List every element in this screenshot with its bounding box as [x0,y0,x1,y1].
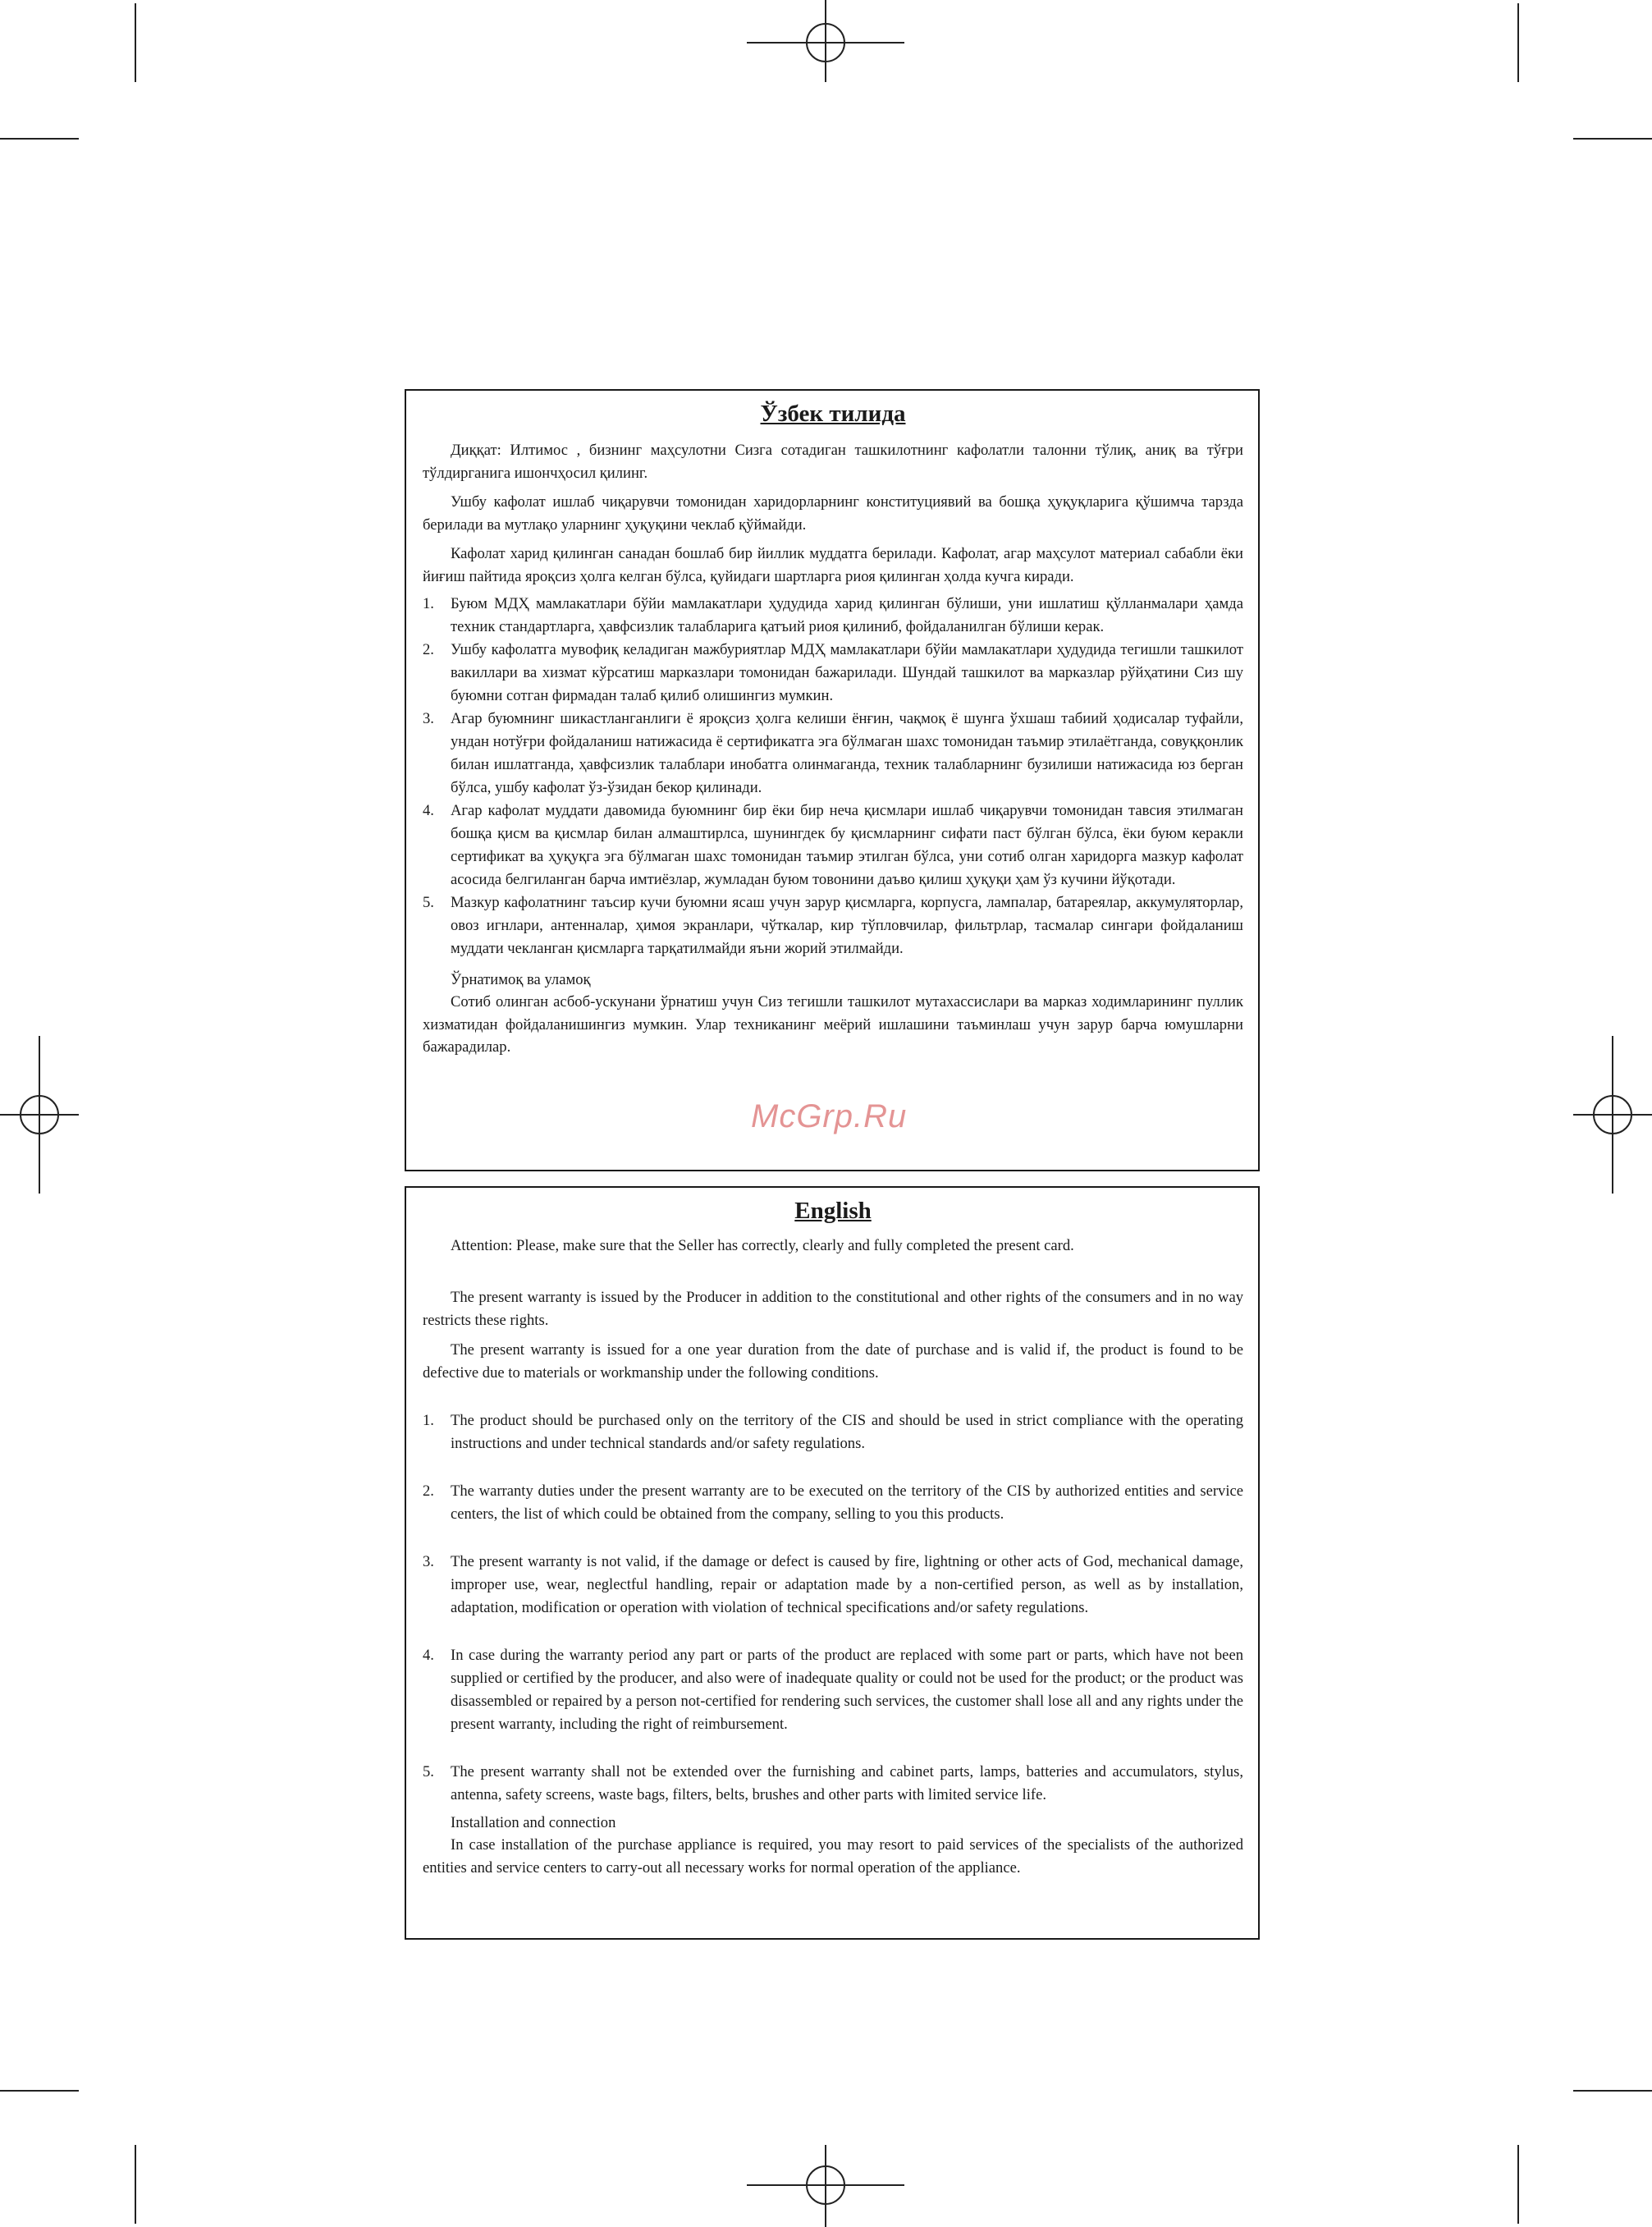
english-paragraph-duration: The present warranty is issued for a one year duration from the date of purchase and is valid if, the product is found to be defective due to materials or workmanship under the following conditions. [423,1341,1243,1382]
watermark: McGrp.Ru [751,1098,908,1134]
uzbek-paragraph-rights: Ушбу кафолат ишлаб чиқарувчи томонидан харидорларнинг конституциявий ва бошқа ҳуқуқларига қўшимча тарзда берилади ва мутлақо уларнинг ҳуқуқини чеклаб қўймайди. [423,493,1243,534]
english-installation-title: Installation and connection [451,1814,616,1831]
list-item [423,708,1243,800]
registration-mark-bottom [806,2165,845,2205]
item-number: 5. [423,894,434,911]
item-text: Буюм МДҲ мамлакатлари бўйи мамлакатлари ҳудудида харид қилинган бўлиши, уни ишлатиш қўлланмалари ҳамда техник стандартларга, ҳавфсизлик талабларига қатъий риоя қилиниб, фойдаланилган бўлиши керак. [451,595,1243,635]
uzbek-title: Ўзбек тилида [760,401,906,427]
item-text: Ушбу кафолатга мувофиқ келадиган мажбуриятлар МДҲ мамлакатлари бўйи мамлакатлари ҳудудида тегишли ташкилот вакиллари ва хизмат кўрсатиш марказлари томонидан бажарилади. Шундай ташкилот ва марказлар рўйҳатини Сиз шу буюмни сотган фирмадан талаб қилиб олишингиз мумкин. [451,641,1243,704]
item-number: 1. [423,1412,434,1429]
english-paragraph-attention: Attention: Please, make sure that the Seller has correctly, clearly and fully completed the present card. [451,1237,1074,1254]
english-warranty-section [405,1186,1260,1940]
english-paragraph-rights: The present warranty is issued by the Producer in addition to the constitutional and other rights of the consumers and in no way restricts these rights. [423,1289,1243,1329]
list-item [423,800,1243,891]
crop-mark [1517,3,1519,82]
item-number: 3. [423,1553,434,1570]
list-item [423,1644,1243,1736]
uzbek-installation-text: Сотиб олинган асбоб-ускунани ўрнатиш учун Сиз тегишли ташкилот мутахассислари ва марказ ходимларининг пуллик хизматидан фойдаланишингиз мумкин. Улар техниканинг меёрий ишлашини таъминлаш учун зарур барча юмушларни бажарадилар. [423,993,1243,1056]
item-text: Мазкур кафолатнинг таъсир кучи буюмни ясаш учун зарур қисмларга, корпусга, лампалар, батареялар, аккумуляторлар, овоз игнлари, антенналар, ҳимоя экранлари, чўткалар, кир тўпловчилар, фильтрлар, тасмалар сингари фойдаланиш муддати чекланган қисмларга тарқатилмайди яъни жорий этилмайди. [451,894,1243,957]
item-text: The present warranty shall not be extended over the furnishing and cabinet parts, lamps, batteries and accumulators, stylus, antenna, safety screens, waste bags, filters, belts, brushes and other parts with limited service life. [451,1763,1243,1803]
registration-mark-left [20,1095,59,1134]
item-text: Агар кафолат муддати давомида буюмнинг бир ёки бир неча қисмлари ишлаб чиқарувчи томонидан тавсия этилмаган бошқа қисм ва қисмлар билан алмаштирлса, шунингдек бу қисмларнинг сифати паст бўлган бўлса, ёки буюм керакли сертификат ва ҳуқуқга эга бўлмаган шахс томонидан таъмир этилган бўлса, уни сотиб олган харидорга мазкур кафолат асосида белгиланган барча имтиёзлар, жумладан буюм товонини даъво қилиш ҳуқуқи ҳам ўз кучини йўқотади. [451,802,1243,888]
english-installation-text: In case installation of the purchase appliance is required, you may resort to paid services of the specialists of the authorized entities and service centers to carry-out all necessary works for normal operation of the appliance. [423,1836,1243,1876]
crop-mark [0,2090,79,2092]
crop-mark [135,3,136,82]
crop-mark [1573,2090,1652,2092]
item-number: 3. [423,710,434,727]
uzbek-warranty-section [405,389,1260,1171]
list-item [423,1551,1243,1620]
list-item [423,1761,1243,1807]
crop-mark [0,138,79,140]
list-item [423,1409,1243,1455]
item-text: The warranty duties under the present warranty are to be executed on the territory of the CIS by authorized entities and service centers, the list of which could be obtained from the company, selling to you this products. [451,1482,1243,1523]
list-item [423,593,1243,639]
list-item [423,891,1243,960]
item-number: 1. [423,595,434,612]
uzbek-paragraph-duration: Кафолат харид қилинган санадан бошлаб бир йиллик муддатга берилади. Кафолат, агар маҳсулот материал сабабли ёки йиғиш пайтида яроқсиз ҳолга келган бўлса, қуйидаги шартларга риоя қилинган ҳолда кучга киради. [423,545,1243,585]
item-number: 2. [423,641,434,658]
item-number: 2. [423,1482,434,1500]
item-number: 4. [423,1647,434,1664]
item-text: In case during the warranty period any part or parts of the product are replaced with some part or parts, which have not been supplied or certified by the producer, and also were of inadequate quality or could not be used for the product; or the product was disassembled or repaired by a person not-certified for rendering such services, the customer shall lose all and any rights under the present warranty, including the right of reimbursement. [451,1647,1243,1733]
item-number: 5. [423,1763,434,1780]
registration-mark-top [806,23,845,62]
crop-mark [1517,2145,1519,2224]
item-text: The present warranty is not valid, if the damage or defect is caused by fire, lightning or other acts of God, mechanical damage, improper use, wear, neglectful handling, repair or adaptation made by a non-certified person, as well as by installation, adaptation, modification or operation with violation of technical specifications and/or safety regulations. [451,1553,1243,1616]
uzbek-installation-title: Ўрнатимоқ ва уламоқ [451,971,591,988]
registration-mark-right [1593,1095,1632,1134]
uzbek-paragraph-attention: Диққат: Илтимос , бизнинг маҳсулотни Сизга сотадиган ташкилотнинг кафолатли талонни тўлиқ, аниқ ва тўғри тўлдирганига ишончҳосил қилинг. [423,442,1243,482]
english-title: English [794,1198,872,1224]
item-number: 4. [423,802,434,819]
english-conditions-list [423,1409,1243,1807]
uzbek-conditions-list [423,593,1243,960]
crop-mark [1573,138,1652,140]
item-text: Агар буюмнинг шикастланганлиги ё яроқсиз ҳолга келиши ёнғин, чақмоқ ё шунга ўхшаш табиий ҳодисалар туфайли, ундан нотўғри фойдаланиш натижасида ё сертификатга эга бўлмаган шахс томонидан таъмир этилаётганда, совуққонлик билан ишлатганда, ҳавфсизлик талаблари инобатга олинмаганда, техник талабларнинг бузилиши натижасида юз берган бўлса, ушбу кафолат ўз-ўзидан бекор қилинади. [451,710,1243,796]
list-item [423,639,1243,708]
list-item [423,1480,1243,1526]
item-text: The product should be purchased only on the territory of the CIS and should be used in strict compliance with the operating instructions and under technical standards and/or safety regulations. [451,1412,1243,1452]
crop-mark [135,2145,136,2224]
